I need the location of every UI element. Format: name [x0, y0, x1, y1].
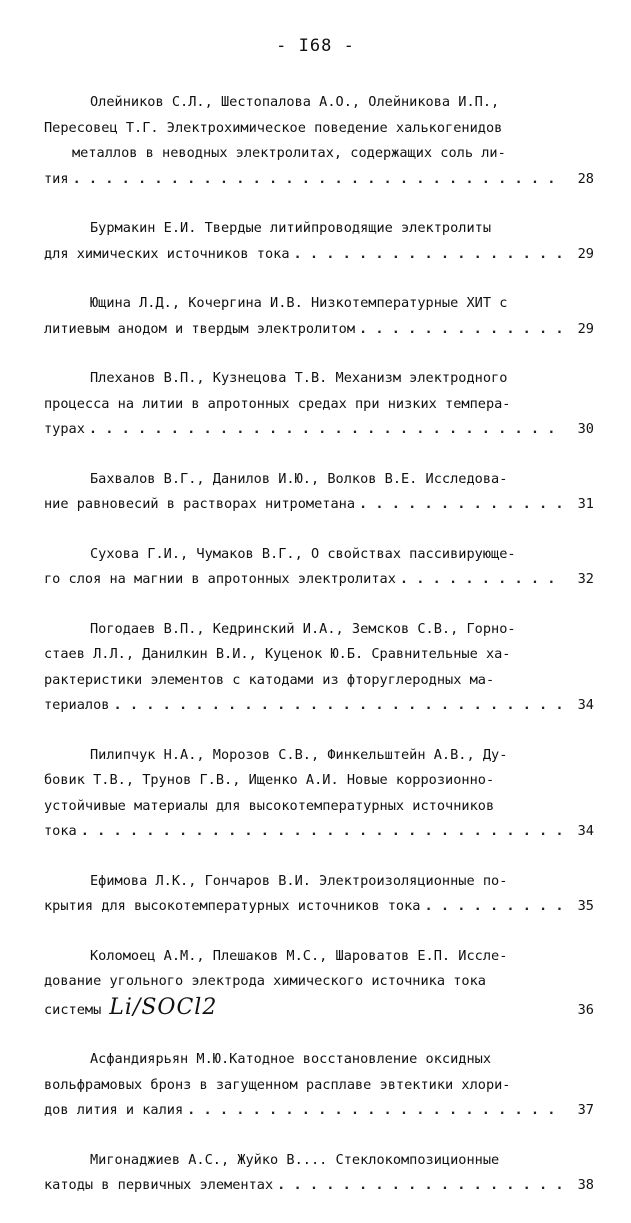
- entry-title-line: Сухова Г.И., Чумаков В.Г., О свойствах пассивирующе-: [90, 545, 516, 562]
- entry-page-number: 38: [577, 1177, 594, 1193]
- entry-title-line: Бахвалов В.Г., Данилов И.Ю., Волков В.Е. Исследова-: [90, 470, 508, 487]
- entry-text-line: крытия для высокотемпературных источников тока: [44, 898, 421, 914]
- toc-entry: [44, 467, 594, 518]
- toc-entry: [44, 291, 594, 342]
- entry-text-line: Пересовец Т.Г. Электрохимическое поведение халькогенидов: [44, 119, 503, 136]
- entry-title-line: Бурмакин Е.И. Твердые литийпроводящие электролиты: [90, 220, 492, 236]
- entry-title-line: Ефимова Л.К., Гончаров В.И. Электроизоляционные по-: [90, 872, 508, 889]
- entry-text-line: бовик Т.В., Трунов Г.В., Ищенко А.И. Новые коррозионно-: [44, 772, 495, 788]
- dot-leader: [424, 894, 566, 920]
- toc-entry: [44, 944, 594, 1024]
- entry-text-line: стаев Л.Л., Данилкин В.И., Куценок Ю.Б. Сравнительные ха-: [44, 646, 511, 662]
- dot-leader: [73, 167, 566, 193]
- entry-text-line: дов лития и калия: [44, 1102, 184, 1118]
- toc-entry: [44, 869, 594, 920]
- entry-title-line: Асфандиярьян М.Ю.Катодное восстановление оксидных: [90, 1051, 492, 1067]
- entry-page-number: 28: [577, 170, 594, 187]
- dot-leader: [294, 242, 566, 268]
- entry-page-number: 31: [577, 496, 594, 512]
- entry-last-line: [44, 1098, 594, 1124]
- entry-title-line: Олейников С.Л., Шестопалова А.О., Олейникова И.П.,: [90, 94, 500, 110]
- toc-entry: [44, 542, 594, 593]
- dot-leader: [359, 317, 566, 343]
- entry-text-line: металлов в неводных электролитах, содержащих соль ли-: [72, 145, 506, 161]
- entry-last-line: [44, 242, 594, 268]
- entry-title-line: Погодаев В.П., Кедринский И.А., Земсков С.В., Горно-: [90, 620, 516, 637]
- entry-page-number: 32: [577, 571, 594, 587]
- entry-last-line: [44, 995, 594, 1024]
- entry-page-number: 29: [577, 245, 594, 262]
- entry-last-line: [44, 417, 594, 443]
- entry-text-line: ние равновесий в растворах нитрометана: [44, 496, 355, 512]
- entry-text-line: дование угольного электрода химического источника тока: [44, 973, 486, 989]
- toc-entry: [44, 1148, 594, 1199]
- entry-page-number: 34: [577, 823, 594, 839]
- toc-entry: [44, 1047, 594, 1124]
- toc-entry: [44, 617, 594, 719]
- entry-last-line: [44, 819, 594, 845]
- entry-page-number: 36: [577, 1001, 594, 1018]
- dot-leader: [89, 417, 566, 443]
- entry-last-line: [44, 894, 594, 920]
- dot-leader: [359, 492, 566, 518]
- entry-text-line: устойчивые материалы для высокотемпературных источников: [44, 797, 495, 814]
- entry-text-line: рактеристики элементов с катодами из фторуглеродных ма-: [44, 671, 495, 688]
- dot-leader: [113, 693, 566, 719]
- entry-text-line: литиевым анодом и твердым электролитом: [44, 320, 355, 337]
- toc-entry: [44, 216, 594, 267]
- entry-last-line: [44, 1173, 594, 1199]
- entry-text-line: катоды в первичных элементах: [44, 1177, 274, 1193]
- entry-text-line: вольфрамовых бронз в загущенном расплаве эвтектики хлори-: [44, 1076, 511, 1093]
- dot-leader: [277, 1173, 566, 1199]
- entry-page-number: 37: [577, 1102, 594, 1118]
- entry-last-line: [44, 317, 594, 343]
- dot-leader: [400, 567, 566, 593]
- entry-text-line: турах: [44, 421, 85, 437]
- entry-text-line: для химических источников тока: [44, 245, 290, 262]
- entry-text-line: го слоя на магнии в апротонных электролитах: [44, 571, 396, 587]
- entry-page-number: 34: [577, 697, 594, 713]
- entry-text-line: процесса на литии в апротонных средах при низких темпера-: [44, 395, 511, 412]
- entry-text-line: тия: [44, 170, 69, 187]
- table-of-contents: [44, 90, 594, 1223]
- entry-title-line: Плеханов В.П., Кузнецова Т.В. Механизм электродного: [90, 370, 508, 386]
- handwritten-annotation: Li/SOCl2: [109, 994, 218, 1020]
- dot-leader: [187, 1098, 566, 1124]
- entry-last-line: [44, 167, 594, 193]
- dot-leader: [81, 819, 566, 845]
- entry-text-line: тока: [44, 823, 77, 839]
- entry-last-line: [44, 492, 594, 518]
- entry-text-line: териалов: [44, 697, 110, 713]
- toc-entry: [44, 366, 594, 443]
- entry-title-line: Ющина Л.Д., Кочергина И.В. Низкотемпературные ХИТ с: [90, 295, 508, 311]
- page-number: - I68 -: [276, 36, 355, 56]
- toc-entry: [44, 90, 594, 192]
- entry-last-line: [44, 567, 594, 593]
- entry-page-number: 35: [577, 898, 594, 914]
- entry-title-line: Пилипчук Н.А., Морозов С.В., Финкельштейн А.В., Ду-: [90, 746, 508, 763]
- entry-text-line: системы: [44, 1001, 102, 1018]
- entry-title-line: Мигонаджиев А.С., Жуйко В.... Стеклокомпозиционные: [90, 1151, 500, 1168]
- entry-last-line: [44, 693, 594, 719]
- entry-title-line: Коломоец А.М., Плешаков М.С., Шароватов Е.П. Иссле-: [90, 947, 508, 964]
- entry-page-number: 29: [577, 320, 594, 337]
- entry-page-number: 30: [577, 421, 594, 437]
- toc-entry: [44, 743, 594, 845]
